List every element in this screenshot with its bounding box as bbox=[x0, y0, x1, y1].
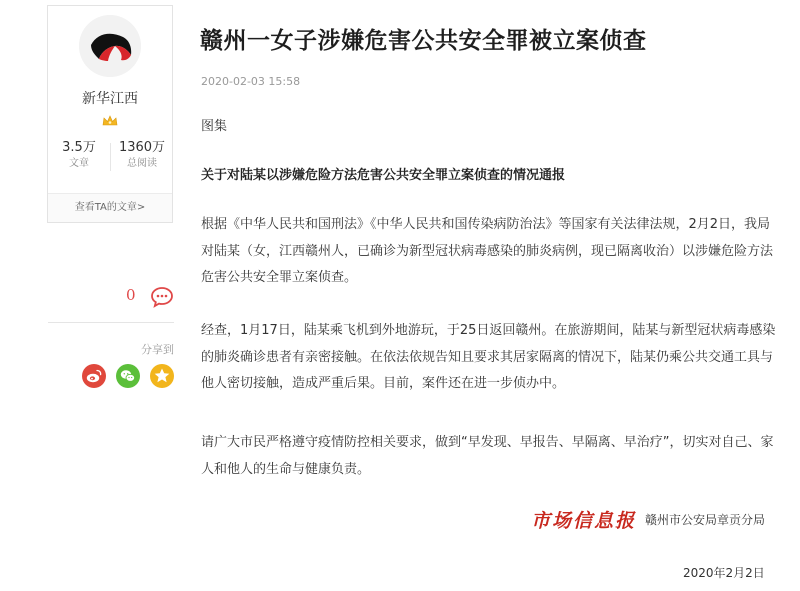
view-articles-link[interactable]: 查看TA的文章> bbox=[48, 193, 172, 222]
share-label: 分享到 bbox=[141, 343, 174, 356]
author-avatar[interactable] bbox=[79, 15, 141, 77]
qzone-icon[interactable] bbox=[150, 364, 174, 388]
signature-org: 赣州市公安局章贡分局 bbox=[645, 513, 766, 527]
stat-articles-value: 3.5万 bbox=[62, 140, 96, 155]
weibo-icon[interactable] bbox=[82, 364, 106, 388]
comment-bubble-icon[interactable] bbox=[150, 286, 174, 308]
signature-date: 2020年2月2日 bbox=[683, 566, 765, 580]
stat-articles bbox=[48, 139, 110, 171]
wechat-icon[interactable] bbox=[116, 364, 140, 388]
stat-articles-label: 文章 bbox=[69, 158, 89, 169]
article-title: 赣州一女子涉嫌危害公共安全罪被立案侦查 bbox=[200, 28, 647, 54]
publish-date: 2020-02-03 15:58 bbox=[201, 75, 301, 88]
crown-icon bbox=[102, 112, 118, 124]
stat-reads bbox=[111, 139, 173, 171]
comment-count[interactable]: 0 bbox=[126, 286, 136, 304]
newspaper-watermark-logo: 市场信息报 bbox=[531, 510, 637, 532]
stat-reads-label: 总阅读 bbox=[127, 158, 157, 169]
article-subheading: 关于对陆某以涉嫌危险方法危害公共安全罪立案侦查的情况通报 bbox=[201, 168, 566, 183]
article-paragraph: 经查，1月17日，陆某乘飞机到外地游玩，于25日返回赣州。在旅游期间，陆某与新型冠状病毒感染的肺炎确诊患者有亲密接触。在依法依规告知且要求其居家隔离的情况下，陆某仍乘公共交通工具与他人密切接触，造成严重后果。目前，案件还在进一步侦办中。 bbox=[201, 323, 776, 391]
xinhua-logo-icon bbox=[79, 15, 141, 77]
stat-reads-value: 1360万 bbox=[118, 140, 166, 155]
author-card bbox=[47, 5, 173, 223]
gallery-label[interactable]: 图集 bbox=[201, 119, 228, 134]
article-paragraph: 根据《中华人民共和国刑法》《中华人民共和国传染病防治法》等国家有关法律法规，2月2日，我局对陆某（女，江西赣州人，已确诊为新型冠状病毒感染的肺炎病例，现已隔离收治）以涉嫌危险方法危害公共安全罪立案侦查。 bbox=[201, 217, 774, 285]
article-paragraph: 请广大市民严格遵守疫情防控相关要求，做到“早发现、早报告、早隔离、早治疗”，切实对自己、家人和他人的生命与健康负责。 bbox=[201, 435, 774, 477]
author-stats bbox=[48, 139, 172, 179]
author-name[interactable]: 新华江西 bbox=[82, 91, 138, 107]
left-divider bbox=[48, 322, 174, 323]
